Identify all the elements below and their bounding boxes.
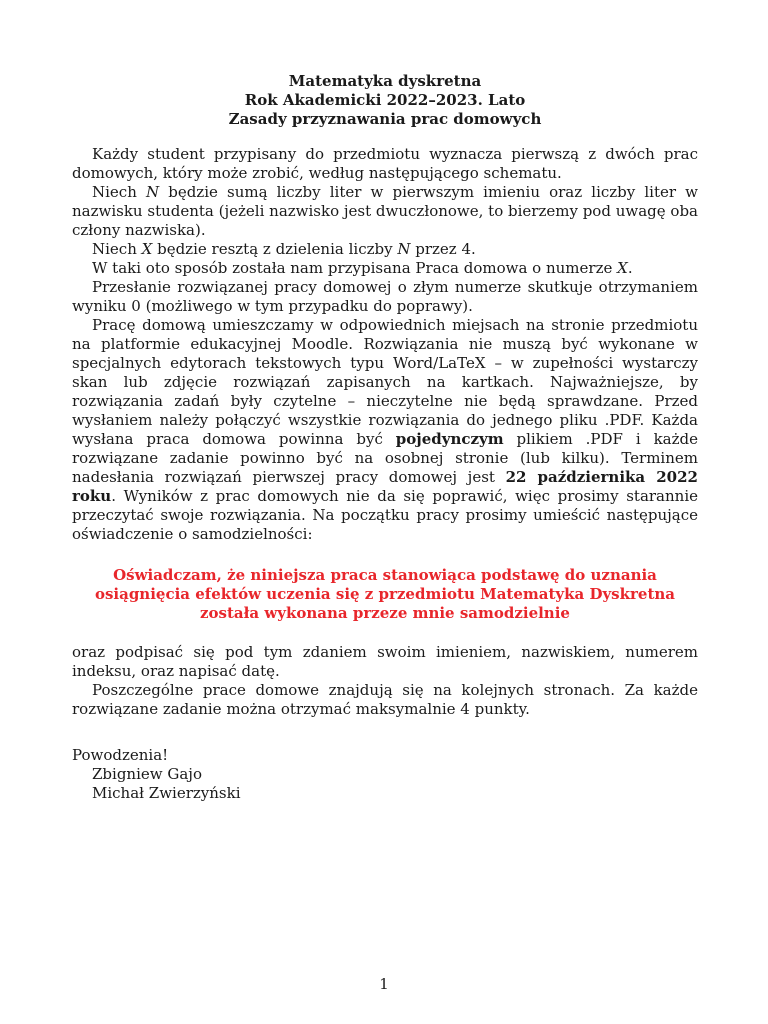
text-fragment: Niech (92, 183, 146, 201)
closing-block (72, 746, 698, 803)
paragraph-define-x (72, 240, 698, 259)
emphasis-single-file: pojedynczym (395, 430, 504, 448)
document-body (72, 145, 698, 719)
text-fragment: . Wyników z prac domowych nie da się poprawić, więc prosimy starannie przeczytać swoje rozwiązania. Na początku pracy prosimy umieścić następujące oświadczenie o samodzielności: (72, 487, 698, 543)
paragraph-scoring: Poszczególne prace domowe znajdują się na kolejnych stronach. Za każde rozwiązane zadanie można otrzymać maksymalnie 4 punkty. (72, 681, 698, 718)
text-fragment: będzie resztą z dzielenia liczby (152, 240, 398, 258)
rules-title: Zasady przyznawania prac domowych (228, 110, 542, 128)
academic-year: Rok Akademicki 2022–2023. Lato (244, 91, 526, 109)
paragraph-sign-instructions: oraz podpisać się pod tym zdaniem swoim imieniem, nazwiskiem, numerem indeksu, oraz napisać datę. (72, 643, 698, 680)
variable-x: X (617, 259, 628, 277)
text-fragment: Pracę domową umieszczamy w odpowiednich miejsach na stronie przedmiotu na platformie edukacyjnej Moodle. Rozwiązania nie muszą być wykonane w specjalnych edytorach tekstowych typu Word/LaTeX – w zupełności wystarczy skan lub zdjęcie rozwiązań zapisanych na kartkach. Najważniejsze, by rozwiązania zadań były czytelne – nieczytelne nie będą sprawdzane. Przed wysłaniem należy połączyć wszystkie rozwiązania do jednego pliku .PDF. Każda wysłana praca domowa powinna być (72, 316, 698, 448)
declaration-statement: Oświadczam, że niniejsza praca stanowiąca podstawę do uznania osiągnięcia efektów uczenia się z przedmiotu Matematyka Dyskretna została wykonana przeze mnie samodzielnie (94, 566, 676, 622)
document-page (72, 72, 698, 803)
text-fragment: Niech (92, 240, 142, 258)
variable-x: X (141, 240, 153, 258)
course-title: Matematyka dyskretna (288, 72, 482, 90)
deadline-date: 22 października 2022 roku (72, 468, 698, 505)
paragraph-submission-rules (72, 316, 698, 544)
variable-n: N (145, 183, 160, 201)
text-fragment: . (627, 259, 633, 277)
text-fragment: będzie sumą liczby liter w pierwszym imieniu oraz liczby liter w nazwisku studenta (jeżeli nazwisko jest dwuczłonowe, to bierzemy pod uwagę oba człony nazwiska). (72, 183, 698, 239)
signature-author-2: Michał Zwierzyński (92, 784, 241, 802)
text-fragment: W taki oto sposób została nam przypisana Praca domowa o numerze (92, 259, 618, 277)
paragraph-define-n (72, 183, 698, 240)
paragraph-intro: Każdy student przypisany do przedmiotu wyznacza pierwszą z dwóch prac domowych, który może zrobić, według następującego schematu. (72, 145, 698, 182)
text-fragment: plikiem .PDF i każde rozwiązane zadanie powinno być na osobnej stronie (lub kilku). Terminem nadesłania rozwiązań pierwszej pracy domowej jest (72, 430, 698, 486)
greeting: Powodzenia! (72, 746, 169, 764)
signature-author-1: Zbigniew Gajo (92, 765, 202, 783)
document-header (72, 72, 698, 129)
variable-n: N (397, 240, 411, 258)
page-number: 1 (379, 975, 389, 993)
text-fragment: przez 4. (410, 240, 476, 258)
paragraph-assignment (72, 259, 698, 278)
paragraph-wrong-number: Przesłanie rozwiązanej pracy domowej o złym numerze skutkuje otrzymaniem wyniku 0 (możliwego w tym przypadku do poprawy). (72, 278, 698, 315)
